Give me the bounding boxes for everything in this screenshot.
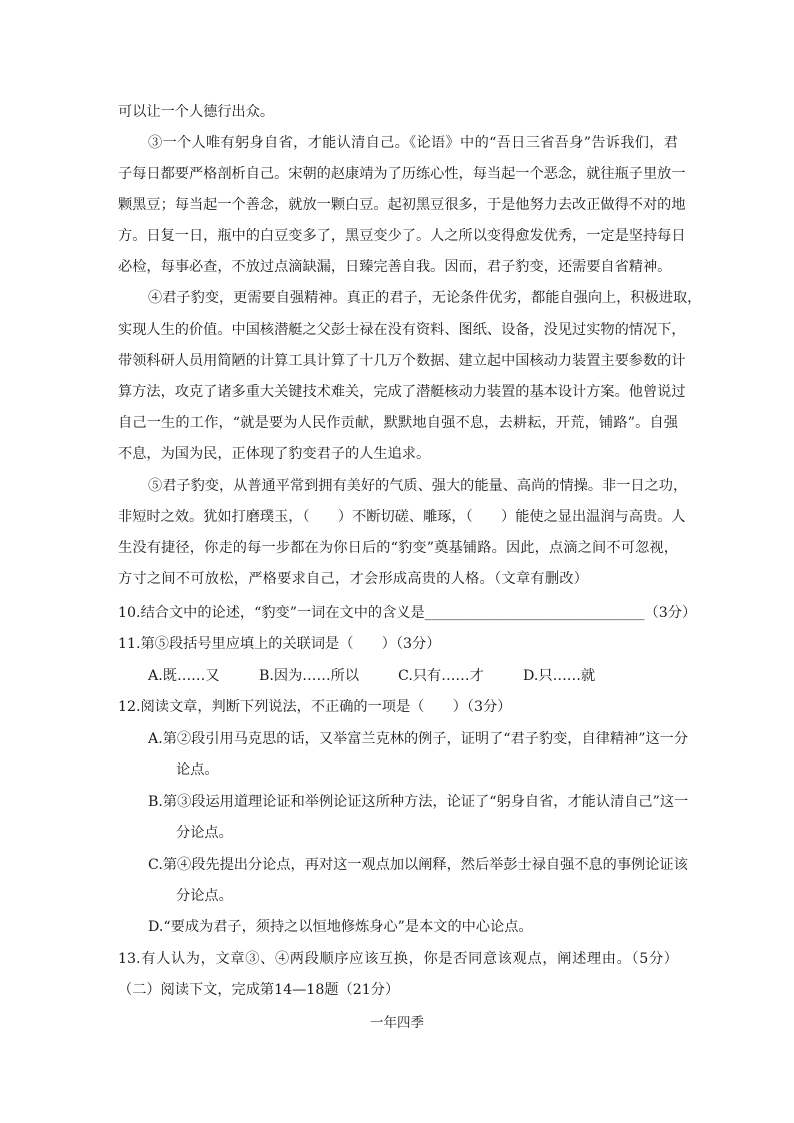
option-d: D.只……就: [523, 668, 596, 684]
article-line: ③一个人唯有躬身自省，才能认清自己。《论语》中的“吾日三省吾身”告诉我们，君: [148, 135, 678, 151]
question-10: 10.结合文中的论述，“豹变”一词在文中的含义是_______________________________（3分）: [118, 605, 697, 621]
article-line: ④君子豹变，更需要自强精神。真正的君子，无论条件优劣，都能自强向上，积极进取，: [148, 290, 702, 306]
article-line: 子每日都要严格剖析自己。宋朝的赵康靖为了历练心性，每当起一个恶念，就往瓶子里放一: [118, 166, 686, 182]
article-line: 非短时之效。犹如打磨璞玉，（ ）不断切磋、雕琢，（ ）能使之显出温润与高贵。人: [118, 509, 686, 525]
question-11: 11.第⑤段括号里应填上的关联词是（ ）（3分）: [118, 636, 441, 652]
article-line: 不息，为国为民，正体现了豹变君子的人生追求。: [118, 446, 431, 462]
question-12: 12.阅读文章，判断下列说法，不正确的一项是（ ）（3分）: [118, 699, 512, 715]
article-line: 方寸之间不可放松，严格要求自己，才会形成高贵的人格。（文章有删改）: [118, 571, 588, 587]
option-c: C.只有……才: [398, 668, 484, 684]
option-b: B.因为……所以: [259, 668, 360, 684]
q12-option-b: B.第③段运用道理论证和举例论证这所种方法，论证了“躬身自省，才能认清自己”这一: [148, 794, 689, 810]
option-a: A.既……又: [148, 668, 220, 684]
section-2-title: 一年四季: [370, 1015, 424, 1031]
article-line: 颗黑豆；每当起一个善念，就放一颗白豆。起初黑豆很多，于是他努力去改正做得不对的地: [118, 197, 686, 213]
q12-option-a-cont: 论点。: [176, 762, 219, 778]
q12-option-c-cont: 分论点。: [176, 888, 233, 904]
article-line: ⑤君子豹变，从普通平常到拥有美好的气质、强大的能量、高尚的情操。非一日之功，: [148, 478, 688, 494]
article-line: 方。日复一日，瓶中的白豆变多了，黑豆变少了。人之所以变得愈发优秀，一定是坚持每日: [118, 228, 686, 244]
q12-option-d: D.“要成为君子，须持之以恒地修炼身心”是本文的中心论点。: [148, 919, 533, 935]
section-2-heading: （二）阅读下文，完成第14—18题（21分）: [118, 982, 400, 998]
article-line: 可以让一个人德行出众。: [118, 104, 275, 120]
q12-option-a: A.第②段引用马克思的话，又举富兰克林的例子，证明了“君子豹变，自律精神”这一分: [148, 731, 689, 747]
question-13: 13.有人认为，文章③、④两段顺序应该互换，你是否同意该观点，阐述理由。（5分）: [118, 951, 678, 967]
article-line: 算方法，攻克了诸多重大关键技术难关，完成了潜艇核动力装置的基本设计方案。他曾说过: [118, 384, 686, 400]
article-line: 带领科研人员用简陋的计算工具计算了十几万个数据、建立起中国核动力装置主要参数的计: [118, 353, 686, 369]
article-line: 实现人生的价值。中国核潜艇之父彭士禄在没有资料、图纸、设备，没见过实物的情况下，: [118, 322, 686, 338]
article-line: 自己一生的工作，“就是要为人民作贡献，默默地自强不息，去耕耘，开荒，铺路”。自强: [118, 415, 678, 431]
article-line: 生没有捷径，你走的每一步都在为你日后的“豹变”奠基铺路。因此，点滴之间不可忽视，: [118, 540, 678, 556]
article-line: 必检，每事必查，不放过点滴缺漏，日臻完善自我。因而，君子豹变，还需要自省精神。: [118, 259, 672, 275]
q12-option-b-cont: 分论点。: [176, 825, 233, 841]
q12-option-c: C.第④段先提出分论点，再对这一观点加以阐释，然后举彭士禄自强不息的事例论证该: [148, 857, 688, 873]
